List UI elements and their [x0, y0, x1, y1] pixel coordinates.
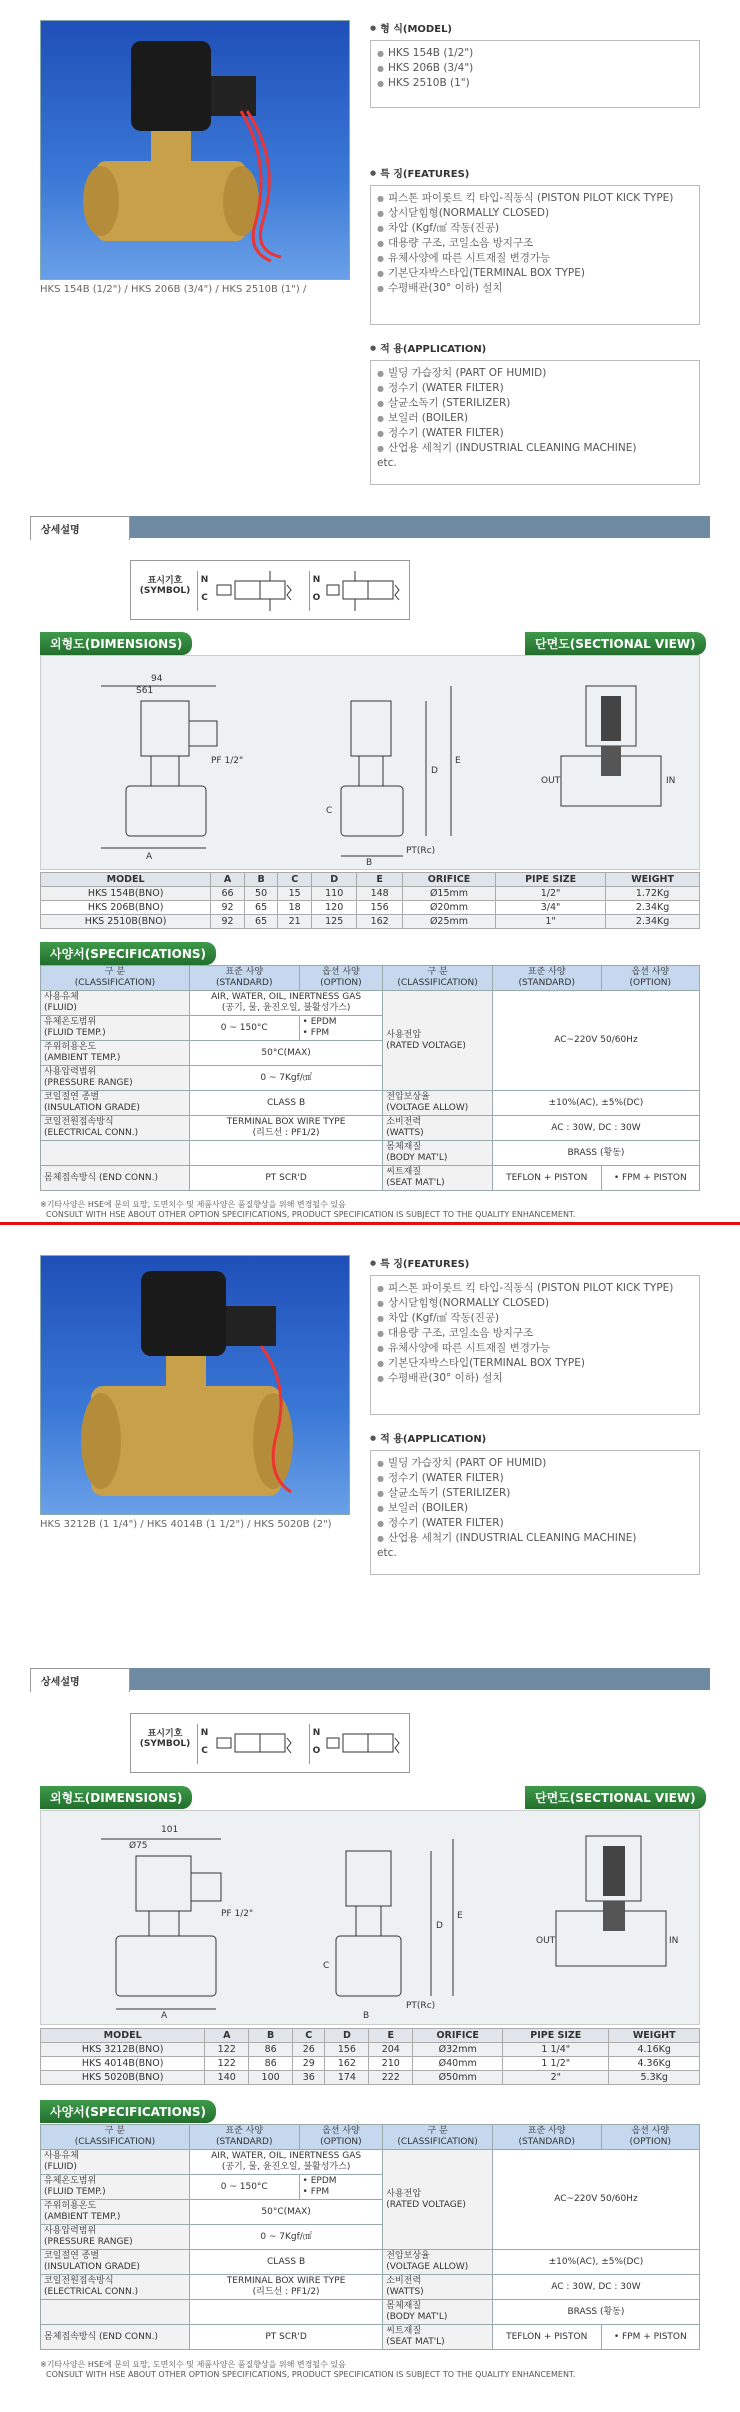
table-cell: 65 — [244, 915, 278, 929]
spec-grid — [40, 2124, 700, 2350]
spec-cell: CLASS B — [189, 2250, 382, 2275]
spec-cell: 옵션 사양 (OPTION) — [299, 966, 383, 991]
spec-cell — [41, 2300, 190, 2325]
table-header: ORIFICE — [413, 2029, 503, 2043]
spec-title-2: 사양서(SPECIFICATIONS) — [40, 2100, 216, 2123]
spec-note-2: ※기타사양은 HSE에 문의 요망, 도면치수 및 제품사양은 품질향상을 위해 변경될수 있음 CONSULT WITH HSE ABOUT OTHER OPTION SPECIFICATIONS, PRODUCT SPECIFICATION IS SUBJECT TO THE QUALITY ENHANCEMENT. — [40, 2360, 576, 2379]
list-item: ● 기본단자박스타입(TERMINAL BOX TYPE) — [377, 1356, 693, 1371]
spec-cell: 씨트재질 (SEAT MAT'L) — [383, 2325, 493, 2350]
list-item: ● 대용량 구조, 코일소음 방지구조 — [377, 236, 693, 251]
detail-bar — [30, 516, 710, 538]
model-heading: ● 형 식(MODEL) — [370, 20, 452, 35]
table-row — [41, 2071, 700, 2085]
dim-label-top-2: 101 — [161, 1825, 179, 1835]
dimensions-panel — [40, 655, 700, 870]
table-header: MODEL — [41, 2029, 205, 2043]
table-cell: 1 1/4" — [503, 2043, 609, 2057]
spec-cell: 0 ~ 150°C — [189, 2175, 299, 2200]
table-header: WEIGHT — [606, 873, 700, 887]
spec-cell: ±10%(AC), ±5%(DC) — [492, 1091, 699, 1116]
valve-symbol-nc — [215, 569, 307, 613]
list-item: ● 차압 (Kgf/㎠ 작동(진공) — [377, 221, 693, 236]
table-row — [41, 2043, 700, 2057]
detail-bar-2 — [30, 1668, 710, 1690]
model-box — [370, 40, 700, 108]
list-item: ● 상시닫힘형(NORMALLY CLOSED) — [377, 1296, 693, 1311]
spec-cell: 표준 사양 (STANDARD) — [189, 2125, 299, 2150]
spec-cell: 코일전원접속방식 (ELECTRICAL CONN.) — [41, 1116, 190, 1141]
table-header: A — [205, 2029, 249, 2043]
table-cell: 1.72Kg — [606, 887, 700, 901]
spec-cell: 몸체재질 (BODY MAT'L) — [383, 2300, 493, 2325]
list-item: ● 보일러 (BOILER) — [377, 411, 693, 426]
spec-cell: 전압보상율 (VOLTAGE ALLOW) — [383, 1091, 493, 1116]
list-item: ● 살균소독기 (STERILIZER) — [377, 1486, 693, 1501]
list-item: ● 유체사양에 따른 시트재질 변경가능 — [377, 1341, 693, 1356]
symbol-no: N O — [309, 571, 323, 611]
section-divider — [0, 1222, 740, 1225]
spec-cell: BRASS (황동) — [492, 2300, 699, 2325]
table-header: PIPE SIZE — [503, 2029, 609, 2043]
table-cell: 3/4" — [496, 901, 606, 915]
features-box — [370, 185, 700, 325]
spec-cell: 유체온도범위 (FLUID TEMP.) — [41, 2175, 190, 2200]
table-cell: Ø50mm — [413, 2071, 503, 2085]
table-header: ORIFICE — [402, 873, 495, 887]
list-item: ● 대용량 구조, 코일소음 방지구조 — [377, 1326, 693, 1341]
valve-symbol-no-2 — [325, 1722, 409, 1766]
detail-tab-2[interactable]: 상세설명 — [30, 1668, 130, 1692]
symbol-no-2: N O — [309, 1724, 323, 1764]
product-photo-1 — [40, 20, 350, 280]
spec-cell: 사용전압 (RATED VOLTAGE) — [383, 2150, 493, 2250]
table-cell: 26 — [293, 2043, 325, 2057]
spec-cell: AC : 30W, DC : 30W — [492, 2275, 699, 2300]
table-cell: 174 — [325, 2071, 369, 2085]
spec-grid — [40, 965, 700, 1191]
table-cell: 15 — [278, 887, 312, 901]
features-list-2 — [377, 1281, 693, 1386]
spec-cell: 사용압력범위 (PRESSURE RANGE) — [41, 2225, 190, 2250]
spec-cell: 사용전압 (RATED VOLTAGE) — [383, 991, 493, 1091]
table-header: B — [244, 873, 278, 887]
dim-label-s-2: Ø75 — [129, 1841, 148, 1851]
symbol-label-2: 표시기호 (SYMBOL) — [139, 1729, 191, 1749]
dim-label-pf-2: PF 1/2" — [221, 1909, 254, 1919]
application-box-2 — [370, 1450, 700, 1575]
table-cell: 1/2" — [496, 887, 606, 901]
spec-cell: TERMINAL BOX WIRE TYPE (리드선 : PF1/2) — [189, 2275, 382, 2300]
application-etc-2: etc. — [377, 1547, 397, 1559]
table-header: D — [311, 873, 356, 887]
spec-cell: AIR, WATER, OIL, INERTNESS GAS (공기, 물, 윤진오일, 불활성가스) — [189, 2150, 382, 2175]
dimensions-title: 외형도(DIMENSIONS) — [40, 632, 192, 655]
table-cell: HKS 2510B(BNO) — [41, 915, 211, 929]
features-list — [377, 191, 693, 296]
table-header: WEIGHT — [609, 2029, 700, 2043]
table-cell: Ø15mm — [402, 887, 495, 901]
valve-symbol-nc-2 — [215, 1722, 307, 1766]
dim-label-s: S61 — [136, 686, 154, 696]
spec-cell: 50°C(MAX) — [189, 1041, 382, 1066]
table-cell: 1 1/2" — [503, 2057, 609, 2071]
table-header: A — [211, 873, 245, 887]
table-cell: Ø32mm — [413, 2043, 503, 2057]
list-item: ● 수평배관(30° 이하) 설치 — [377, 281, 693, 296]
spec-cell: 유체온도범위 (FLUID TEMP.) — [41, 1016, 190, 1041]
table-row — [41, 915, 700, 929]
table-cell: 162 — [357, 915, 402, 929]
spec-cell: AC~220V 50/60Hz — [492, 991, 699, 1091]
list-item: ● HKS 154B (1/2") — [377, 46, 693, 61]
table-cell: 1" — [496, 915, 606, 929]
symbol-area-2 — [130, 1713, 410, 1773]
table-cell: 162 — [325, 2057, 369, 2071]
section-label-out: OUT — [541, 776, 561, 786]
spec-cell: 몸체접속방식 (END CONN.) — [41, 1166, 190, 1191]
table-cell: 148 — [357, 887, 402, 901]
list-item: ● 빌딩 가습장치 (PART OF HUMID) — [377, 1456, 693, 1471]
spec-cell — [41, 1141, 190, 1166]
table-cell: 210 — [369, 2057, 413, 2071]
table-cell: 156 — [357, 901, 402, 915]
spec-cell: 전압보상율 (VOLTAGE ALLOW) — [383, 2250, 493, 2275]
list-item: ● 차압 (Kgf/㎠ 작동(진공) — [377, 1311, 693, 1326]
section-label-in-2: IN — [669, 1936, 679, 1946]
dim-label-b: B — [366, 858, 373, 868]
table-header: E — [357, 873, 402, 887]
spec-cell: 표준 사양 (STANDARD) — [492, 2125, 601, 2150]
table-cell: Ø25mm — [402, 915, 495, 929]
spec-cell: 표준 사양 (STANDARD) — [492, 966, 601, 991]
table-cell: 122 — [205, 2057, 249, 2071]
list-item: ● 유체사양에 따른 시트재질 변경가능 — [377, 251, 693, 266]
table-cell: 204 — [369, 2043, 413, 2057]
spec-cell: PT SCR'D — [189, 2325, 382, 2350]
spec-cell: AC : 30W, DC : 30W — [492, 1116, 699, 1141]
table-cell: 65 — [244, 901, 278, 915]
spec-cell: • FPM + PISTON — [601, 1166, 699, 1191]
list-item: ● 산업용 세척기 (INDUSTRIAL CLEANING MACHINE) — [377, 441, 693, 456]
table-header: C — [293, 2029, 325, 2043]
table-cell: HKS 3212B(BNO) — [41, 2043, 205, 2057]
spec-cell: 사용유체 (FLUID) — [41, 2150, 190, 2175]
spec-cell: 몸체재질 (BODY MAT'L) — [383, 1141, 493, 1166]
spec-cell: 옵션 사양 (OPTION) — [601, 2125, 699, 2150]
spec-cell: 주위허용온도 (AMBIENT TEMP.) — [41, 2200, 190, 2225]
spec-cell: CLASS B — [189, 1091, 382, 1116]
table-cell: 122 — [205, 2043, 249, 2057]
table-header: B — [249, 2029, 293, 2043]
table-cell: Ø40mm — [413, 2057, 503, 2071]
table-cell: Ø20mm — [402, 901, 495, 915]
spec-cell: AIR, WATER, OIL, INERTNESS GAS (공기, 물, 윤진오일, 불활성가스) — [189, 991, 382, 1016]
spec-cell: 50°C(MAX) — [189, 2200, 382, 2225]
list-item: ● 피스톤 파이롯트 킥 타입-직동식 (PISTON PILOT KICK TYPE) — [377, 191, 693, 206]
dim-label-pf: PF 1/2" — [211, 756, 244, 766]
table-header: PIPE SIZE — [496, 873, 606, 887]
dimension-table-1 — [40, 872, 700, 929]
spec-cell: 씨트재질 (SEAT MAT'L) — [383, 1166, 493, 1191]
table-cell: 5.3Kg — [609, 2071, 700, 2085]
spec-cell: BRASS (황동) — [492, 1141, 699, 1166]
table-cell: 140 — [205, 2071, 249, 2085]
spec-cell: PT SCR'D — [189, 1166, 382, 1191]
spec-table-2 — [40, 2124, 700, 2350]
symbol-nc: N C — [197, 571, 211, 611]
section-label-in: IN — [666, 776, 676, 786]
spec-cell: 표준 사양 (STANDARD) — [189, 966, 299, 991]
spec-cell: AC~220V 50/60Hz — [492, 2150, 699, 2250]
table-cell: 4.16Kg — [609, 2043, 700, 2057]
table-cell: 120 — [311, 901, 356, 915]
list-item: ● HKS 2510B (1") — [377, 76, 693, 91]
symbol-nc-2: N C — [197, 1724, 211, 1764]
table-cell: 110 — [311, 887, 356, 901]
spec-cell: • FPM + PISTON — [601, 2325, 699, 2350]
table-header: MODEL — [41, 873, 211, 887]
spec-cell: 0 ~ 150°C — [189, 1016, 299, 1041]
table-cell: 125 — [311, 915, 356, 929]
symbol-area — [130, 560, 410, 620]
table-row — [41, 901, 700, 915]
spec-cell: 코일절연 종별 (INSULATION GRADE) — [41, 2250, 190, 2275]
table-header: C — [278, 873, 312, 887]
table-cell: 66 — [211, 887, 245, 901]
table-row — [41, 887, 700, 901]
table-cell: 2.34Kg — [606, 901, 700, 915]
table-cell: 29 — [293, 2057, 325, 2071]
spec-cell: 0 ~ 7Kgf/㎠ — [189, 2225, 382, 2250]
table-cell: 18 — [278, 901, 312, 915]
list-item: ● 정수기 (WATER FILTER) — [377, 426, 693, 441]
list-item: ● 상시닫힘형(NORMALLY CLOSED) — [377, 206, 693, 221]
section-label-out-2: OUT — [536, 1936, 556, 1946]
spec-cell: TEFLON + PISTON — [492, 1166, 601, 1191]
spec-cell: ±10%(AC), ±5%(DC) — [492, 2250, 699, 2275]
spec-title: 사양서(SPECIFICATIONS) — [40, 942, 216, 965]
model-list — [377, 46, 693, 91]
table-cell: 156 — [325, 2043, 369, 2057]
spec-cell: • EPDM • FPM — [299, 2175, 383, 2200]
application-list-2 — [377, 1456, 693, 1546]
table-cell: 86 — [249, 2043, 293, 2057]
sectional-title-2: 단면도(SECTIONAL VIEW) — [525, 1786, 706, 1809]
valve-illustration-2 — [41, 1256, 351, 1516]
application-heading-2: ● 적 용(APPLICATION) — [370, 1430, 486, 1445]
dim-table — [40, 872, 700, 929]
spec-cell: 옵션 사양 (OPTION) — [601, 966, 699, 991]
list-item: ● HKS 206B (3/4") — [377, 61, 693, 76]
dimensions-panel-2 — [40, 1810, 700, 2025]
dim-label-d: D — [431, 766, 438, 776]
table-cell: 92 — [211, 901, 245, 915]
table-cell: 50 — [244, 887, 278, 901]
table-cell: HKS 4014B(BNO) — [41, 2057, 205, 2071]
table-cell: 2.34Kg — [606, 915, 700, 929]
list-item: ● 정수기 (WATER FILTER) — [377, 1471, 693, 1486]
product-photo-2 — [40, 1255, 350, 1515]
list-item: ● 보일러 (BOILER) — [377, 1501, 693, 1516]
dim-label-d-2: D — [436, 1921, 443, 1931]
table-cell: 2" — [503, 2071, 609, 2085]
dim-label-a: A — [146, 852, 153, 862]
valve-symbol-no — [325, 569, 409, 613]
spec-cell: 구 분 (CLASSIFICATION) — [41, 966, 190, 991]
spec-cell: 주위허용온도 (AMBIENT TEMP.) — [41, 1041, 190, 1066]
detail-tab[interactable]: 상세설명 — [30, 516, 130, 540]
dim-label-e-2: E — [457, 1911, 463, 1921]
spec-cell: 사용압력범위 (PRESSURE RANGE) — [41, 1066, 190, 1091]
spec-cell: 사용유체 (FLUID) — [41, 991, 190, 1016]
table-cell: HKS 154B(BNO) — [41, 887, 211, 901]
dimension-table-2 — [40, 2028, 700, 2085]
application-list — [377, 366, 693, 456]
list-item: ● 수평배관(30° 이하) 설치 — [377, 1371, 693, 1386]
dim-table-2 — [40, 2028, 700, 2085]
table-cell: 100 — [249, 2071, 293, 2085]
table-header: D — [325, 2029, 369, 2043]
spec-cell: 코일전원접속방식 (ELECTRICAL CONN.) — [41, 2275, 190, 2300]
table-row — [41, 2057, 700, 2071]
spec-cell: 0 ~ 7Kgf/㎠ — [189, 1066, 382, 1091]
list-item: ● 빌딩 가습장치 (PART OF HUMID) — [377, 366, 693, 381]
spec-cell: 소비전력 (WATTS) — [383, 1116, 493, 1141]
spec-cell — [189, 2300, 382, 2325]
dim-label-c-2: C — [323, 1961, 330, 1971]
product-caption: HKS 154B (1/2") / HKS 206B (3/4") / HKS 2510B (1") / — [40, 284, 307, 295]
valve-illustration — [41, 21, 351, 281]
spec-cell: 몸체접속방식 (END CONN.) — [41, 2325, 190, 2350]
table-cell: 222 — [369, 2071, 413, 2085]
features-heading-2: ● 특 징(FEATURES) — [370, 1255, 469, 1270]
dim-label-pt: PT(Rc) — [406, 846, 436, 856]
table-cell: 92 — [211, 915, 245, 929]
application-heading: ● 적 용(APPLICATION) — [370, 340, 486, 355]
list-item: ● 정수기 (WATER FILTER) — [377, 1516, 693, 1531]
sectional-title: 단면도(SECTIONAL VIEW) — [525, 632, 706, 655]
product-caption-2: HKS 3212B (1 1/4") / HKS 4014B (1 1/2") / HKS 5020B (2") — [40, 1519, 332, 1530]
spec-note: ※기타사양은 HSE에 문의 요망, 도면치수 및 제품사양은 품질향상을 위해 변경될수 있음 CONSULT WITH HSE ABOUT OTHER OPTION SPECIFICATIONS, PRODUCT SPECIFICATION IS SUBJECT TO THE QUALITY ENHANCEMENT. — [40, 1200, 576, 1219]
table-cell: HKS 206B(BNO) — [41, 901, 211, 915]
spec-cell: 옵션 사양 (OPTION) — [299, 2125, 383, 2150]
table-cell: 4.36Kg — [609, 2057, 700, 2071]
table-cell: HKS 5020B(BNO) — [41, 2071, 205, 2085]
spec-cell: 구 분 (CLASSIFICATION) — [41, 2125, 190, 2150]
table-header: E — [369, 2029, 413, 2043]
features-heading: ● 특 징(FEATURES) — [370, 165, 469, 180]
spec-cell: TERMINAL BOX WIRE TYPE (리드선 : PF1/2) — [189, 1116, 382, 1141]
dim-label-a-2: A — [161, 2011, 168, 2021]
table-cell: 86 — [249, 2057, 293, 2071]
application-etc: etc. — [377, 457, 397, 469]
list-item: ● 살균소독기 (STERILIZER) — [377, 396, 693, 411]
spec-cell: • EPDM • FPM — [299, 1016, 383, 1041]
application-box — [370, 360, 700, 485]
spec-table-1 — [40, 965, 700, 1191]
list-item: ● 산업용 세척기 (INDUSTRIAL CLEANING MACHINE) — [377, 1531, 693, 1546]
list-item: ● 기본단자박스타입(TERMINAL BOX TYPE) — [377, 266, 693, 281]
table-cell: 21 — [278, 915, 312, 929]
spec-cell: TEFLON + PISTON — [492, 2325, 601, 2350]
dim-label-c: C — [326, 806, 333, 816]
symbol-label: 표시기호 (SYMBOL) — [139, 576, 191, 596]
list-item: ● 피스톤 파이롯트 킥 타입-직동식 (PISTON PILOT KICK TYPE) — [377, 1281, 693, 1296]
spec-cell: 소비전력 (WATTS) — [383, 2275, 493, 2300]
symbol-table-2 — [130, 1713, 410, 1773]
features-box-2 — [370, 1275, 700, 1415]
spec-cell: 구 분 (CLASSIFICATION) — [383, 2125, 493, 2150]
symbol-table — [130, 560, 410, 620]
spec-cell: 구 분 (CLASSIFICATION) — [383, 966, 493, 991]
table-cell: 36 — [293, 2071, 325, 2085]
spec-cell — [189, 1141, 382, 1166]
list-item: ● 정수기 (WATER FILTER) — [377, 381, 693, 396]
dimensions-title-2: 외형도(DIMENSIONS) — [40, 1786, 192, 1809]
dim-label-pt-2: PT(Rc) — [406, 2001, 436, 2011]
dim-label-top: 94 — [151, 674, 163, 684]
spec-cell: 코일절연 종별 (INSULATION GRADE) — [41, 1091, 190, 1116]
dim-label-b-2: B — [363, 2011, 370, 2021]
dim-label-e: E — [455, 756, 461, 766]
